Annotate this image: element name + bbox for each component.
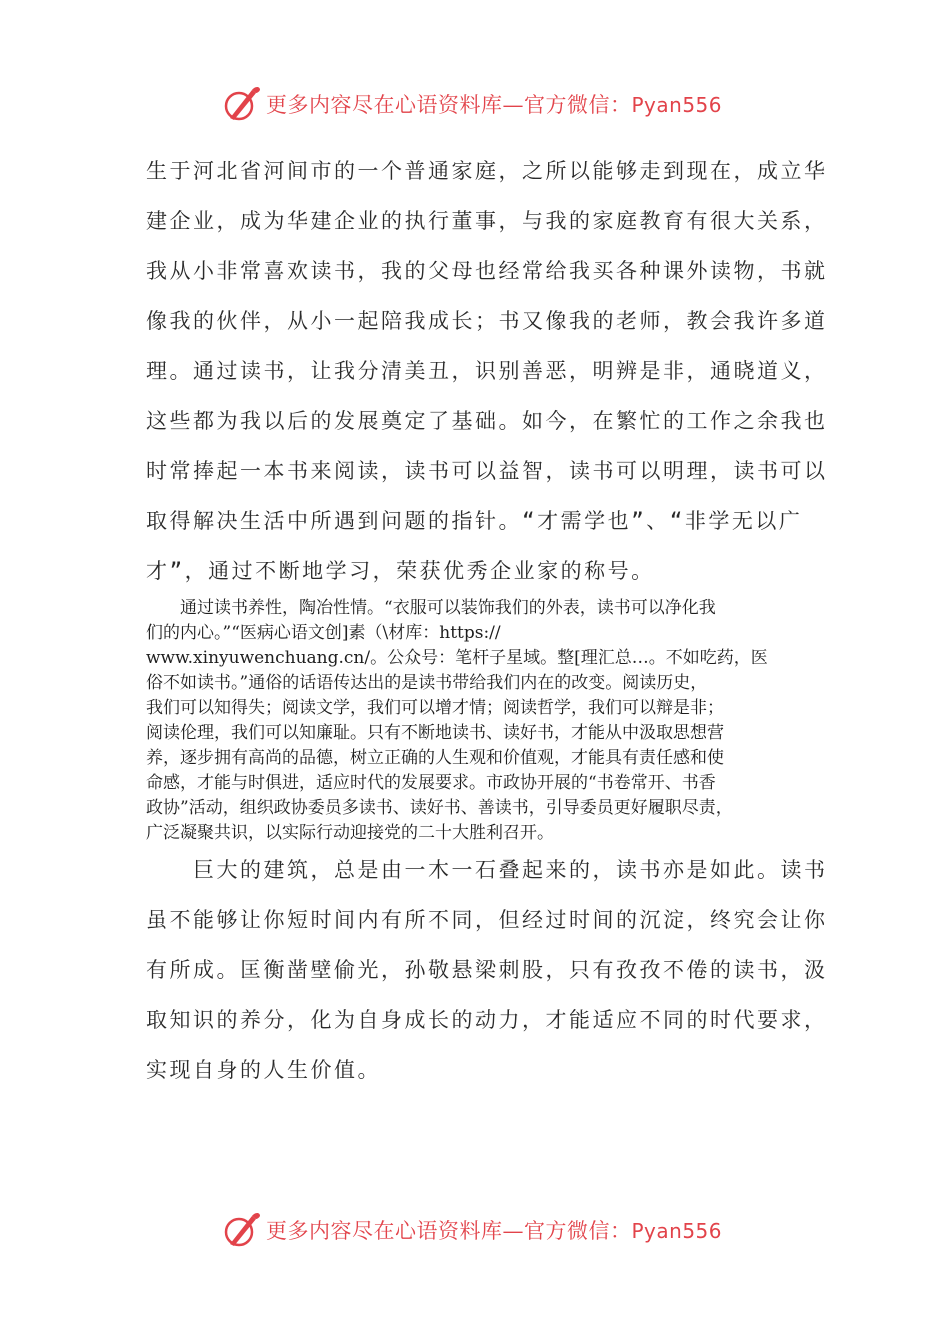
text-line: 们的内心。”“医病心语文创]素（\材库：https:// <box>146 623 501 643</box>
text-line: 政协”活动，组织政协委员多读书、读好书、善读书，引导委员更好履职尽责， <box>146 798 733 818</box>
text-line: 才”，通过不断地学习，荣获优秀企业家的称号。 <box>146 559 655 583</box>
text-line: 巨大的建筑，总是由一木一石叠起来的，读书亦是如此。读书 <box>146 858 828 882</box>
text-line: 实现自身的人生价值。 <box>146 1058 381 1082</box>
paragraph-1 <box>146 146 828 596</box>
text-line: 俗不如读书。”通俗的话语传达出的是读书带给我们内在的改变。阅读历史， <box>146 673 708 693</box>
text-line: www.xinyuwenchuang.cn/。公众号：笔杆子星域。整[理汇总…。不如吃药，医 <box>146 648 768 668</box>
text-line: 阅读伦理，我们可以知廉耻。只有不断地读书、读好书，才能从中汲取思想营 <box>146 723 724 743</box>
banner-title: 更多内容尽在心语资料库—官方微信：Pyan556 <box>266 1219 723 1243</box>
text-line: 我从小非常喜欢读书，我的父母也经常给我买各种课外读物，书就 <box>146 259 828 283</box>
text-line: 广泛凝聚共识，以实际行动迎接党的二十大胜利召开。 <box>146 823 554 843</box>
text-line: 像我的伙伴，从小一起陪我成长；书又像我的老师，教会我许多道 <box>146 309 828 333</box>
paragraph-2 <box>146 596 810 846</box>
quill-logo-icon <box>222 84 262 124</box>
text-line: 养，逐步拥有高尚的品德，树立正确的人生观和价值观，才能具有责任感和使 <box>146 748 724 768</box>
text-line: 理。通过读书，让我分清美丑，识别善恶，明辨是非，通晓道义， <box>146 359 828 383</box>
text-line: 命感，才能与时俱进，适应时代的发展要求。市政协开展的“书卷常开、书香 <box>146 773 716 793</box>
text-line: 虽不能够让你短时间内有所不同，但经过时间的沉淀，终究会让你 <box>146 908 828 932</box>
quill-logo-icon <box>222 1210 262 1250</box>
text-line: 通过读书养性，陶冶性情。“衣服可以装饰我们的外表，读书可以净化我 <box>146 598 716 618</box>
paragraph-3 <box>146 845 828 1095</box>
text-line: 生于河北省河间市的一个普通家庭，之所以能够走到现在，成立华 <box>146 159 828 183</box>
text-line: 建企业，成为华建企业的执行董事，与我的家庭教育有很大关系， <box>146 209 828 233</box>
text-line: 有所成。匡衡凿壁偷光，孙敬悬梁刺股，只有孜孜不倦的读书，汲 <box>146 958 828 982</box>
text-line: 取知识的养分，化为自身成长的动力，才能适应不同的时代要求， <box>146 1008 828 1032</box>
wechat-id: Pyan556 <box>631 1219 723 1243</box>
banner-title: 更多内容尽在心语资料库—官方微信：Pyan556 <box>266 93 723 117</box>
wechat-id: Pyan556 <box>631 93 723 117</box>
text-line: 我们可以知得失；阅读文学，我们可以增才情；阅读哲学，我们可以辩是非； <box>146 698 724 718</box>
footer-banner <box>222 1208 742 1252</box>
text-line: 这些都为我以后的发展奠定了基础。如今，在繁忙的工作之余我也 <box>146 409 828 433</box>
header-banner <box>222 82 742 126</box>
text-line: 时常捧起一本书来阅读，读书可以益智，读书可以明理，读书可以 <box>146 459 828 483</box>
text-line: 取得解决生活中所遇到问题的指针。“才需学也”、“非学无以广 <box>146 509 803 533</box>
